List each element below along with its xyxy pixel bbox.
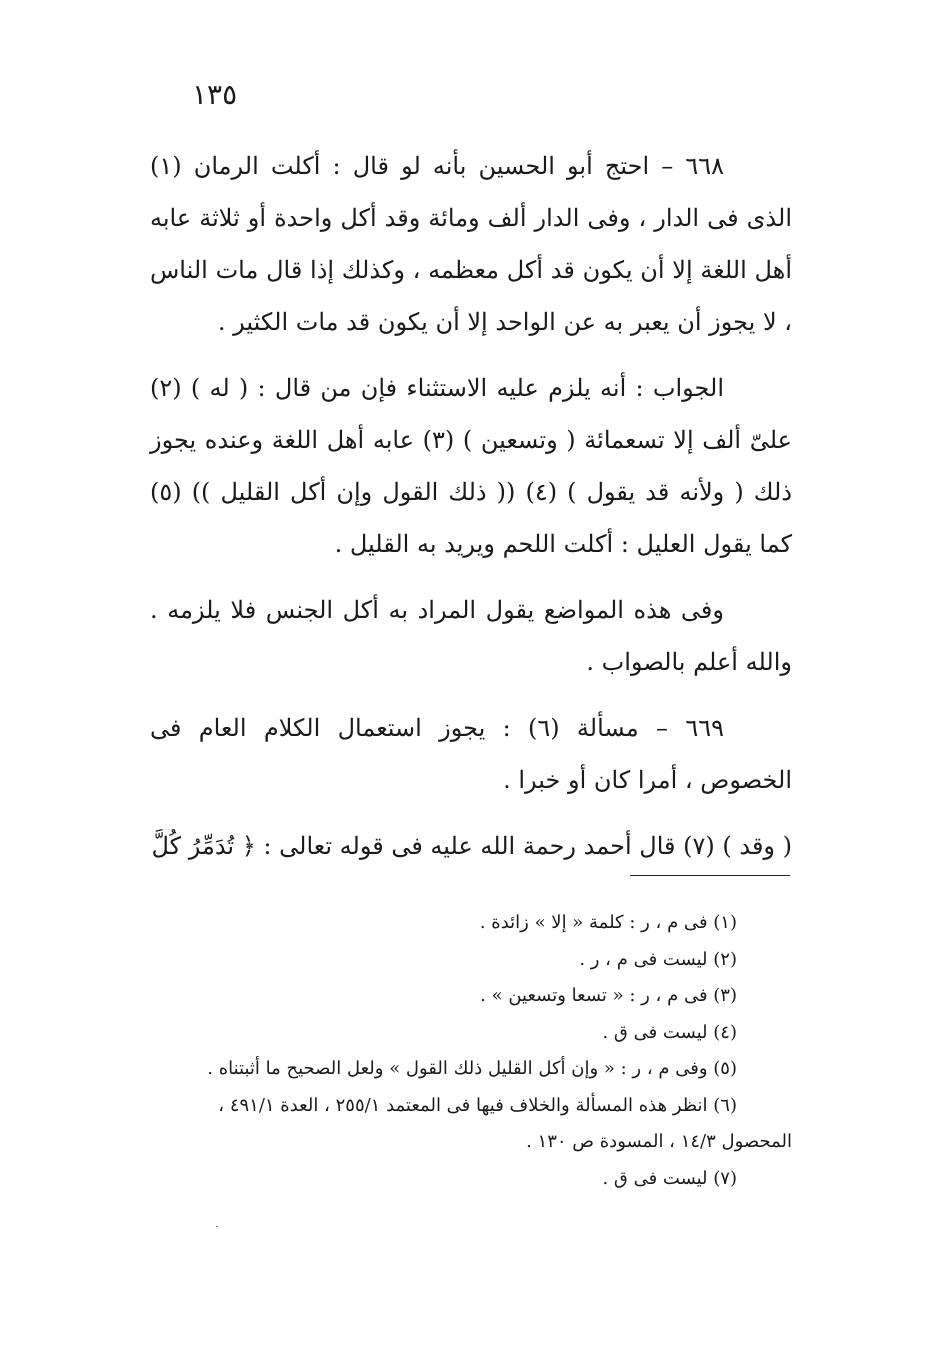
- print-speck: [216, 1226, 218, 1227]
- footnote-5: (٥) وفى م ، ر : « وإن أكل القليل ذلك القول » ولعل الصحيح ما أثبتناه .: [207, 1058, 737, 1079]
- footnote-6: (٦) انظر هذه المسألة والخلاف فيها فى المعتمد ٢٥٥/١ ، العدة ٤٩١/١ ،: [218, 1094, 737, 1116]
- main-text: [150, 140, 792, 886]
- footnote-3: (٣) فى م ، ر : « تسعا وتسعين » .: [480, 985, 737, 1006]
- footnote-6-continued: المحصول ١٤/٣ ، المسودة ص ١٣٠ .: [526, 1131, 792, 1152]
- paragraph-conclusion: وفى هذه المواضع يقول المراد به أكل الجنس فلا يلزمه . والله أعلم بالصواب .: [150, 596, 792, 676]
- footnote-7: (٧) ليست فى ق .: [602, 1167, 737, 1189]
- paragraph-answer: الجواب : أنه يلزم عليه الاستثناء فإن من قال : ( له ) (٢) علىّ ألف إلا تسعمائة ( وتسعين ) (٣) عابه أهل اللغة وعنده يجوز ذلك ( ولأنه قد يقول ) (٤) (( ذلك القول وإن أكل القليل )) (٥) كما يقول العليل : أكلت اللحم ويريد به القليل .: [150, 374, 793, 558]
- paragraph-668: ٦٦٨ – احتج أبو الحسين بأنه لو قال : أكلت الرمان (١) الذى فى الدار ، وفى الدار ألف ومائة وقد أكل واحدة أو ثلاثة عابه أهل اللغة إلا أن يكون قد أكل معظمه ، وكذلك إذا قال مات الناس ، لا يجوز أن يعبر به عن الواحد إلا أن يكون قد مات الكثير .: [150, 152, 792, 336]
- paragraph-quote: ( وقد ) (٧) قال أحمد رحمة الله عليه فى قوله تعالى : ﴿ تُدَمِّرُ كُلَّ: [151, 832, 792, 860]
- paragraph-669: ٦٦٩ – مسألة (٦) : يجوز استعمال الكلام العام فى الخصوص ، أمرا كان أو خبرا .: [150, 714, 792, 794]
- footnote-4: (٤) ليست فى ق .: [602, 1021, 737, 1043]
- footnote-2: (٢) ليست فى م ، ر .: [579, 948, 737, 970]
- footnotes: [150, 905, 792, 1197]
- page-number: ١٣٥: [192, 78, 238, 111]
- footnote-divider: [630, 875, 790, 876]
- footnote-1: (١) فى م ، ر : كلمة « إلا » زائدة .: [479, 912, 737, 933]
